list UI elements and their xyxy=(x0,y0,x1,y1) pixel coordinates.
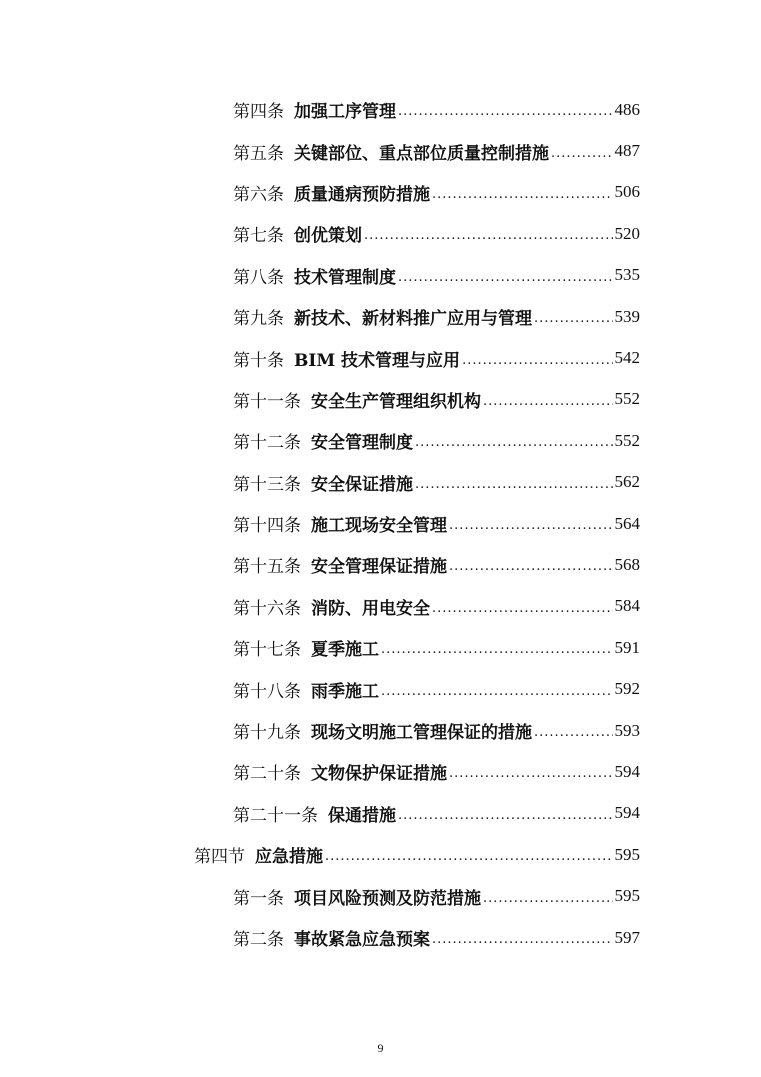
toc-entry-page: 594 xyxy=(614,761,640,781)
toc-entry-number: 第十七条 xyxy=(233,640,301,661)
toc-entry[interactable] xyxy=(0,379,761,420)
toc-entry[interactable] xyxy=(0,875,761,916)
toc-entry-page: 593 xyxy=(614,720,640,740)
toc-entry-title: 现场文明施工管理保证的措施 xyxy=(311,723,532,744)
toc-entry-title: 创优策划 xyxy=(294,226,362,247)
toc-entry-title: 消防、用电安全 xyxy=(311,598,430,619)
toc-entry-title: 应急措施 xyxy=(255,847,323,868)
toc-entry-number: 第六条 xyxy=(233,184,284,205)
toc-leader-dots xyxy=(325,849,613,864)
toc-entry-page: 584 xyxy=(614,596,640,616)
toc-leader-dots xyxy=(449,559,613,574)
toc-leader-dots xyxy=(432,601,613,616)
toc-entry-page: 552 xyxy=(614,430,640,450)
toc-entry-number: 第二十条 xyxy=(233,764,301,785)
toc-leader-dots xyxy=(381,684,613,699)
toc-entry-page: 539 xyxy=(614,306,640,326)
toc-leader-dots xyxy=(398,270,613,285)
toc-entry[interactable] xyxy=(0,751,761,792)
toc-leader-dots xyxy=(483,891,613,906)
toc-entry-title: 加强工序管理 xyxy=(294,102,396,123)
page-number: 9 xyxy=(377,1041,384,1055)
toc-leader-dots xyxy=(534,311,613,326)
toc-leader-dots xyxy=(432,187,613,202)
toc-entry-page: 506 xyxy=(614,182,640,202)
toc-entry-title: 质量通病预防措施 xyxy=(294,184,430,205)
toc-leader-dots xyxy=(415,477,613,492)
toc-entry-title: 夏季施工 xyxy=(311,640,379,661)
toc-leader-dots xyxy=(364,228,613,243)
toc-entry[interactable] xyxy=(0,255,761,296)
toc-entry-title: 事故紧急应急预案 xyxy=(294,930,430,950)
toc-entry[interactable] xyxy=(0,586,761,627)
toc-entry-number: 第四节 xyxy=(194,847,245,868)
toc-entry[interactable] xyxy=(0,793,761,834)
toc-entry-number: 第十四条 xyxy=(233,516,301,537)
toc-entry-number: 第二十一条 xyxy=(233,805,318,826)
toc-entry[interactable] xyxy=(0,337,761,378)
toc-entry-title: 新技术、新材料推广应用与管理 xyxy=(294,309,532,330)
toc-entry[interactable] xyxy=(0,627,761,668)
toc-entry[interactable] xyxy=(0,420,761,461)
toc-entry-number: 第十三条 xyxy=(233,474,301,495)
toc-entry[interactable] xyxy=(0,503,761,544)
toc-entry-page: 564 xyxy=(614,513,640,533)
toc-entry-number: 第四条 xyxy=(233,102,284,123)
toc-entry[interactable] xyxy=(0,172,761,213)
toc-entry-page: 552 xyxy=(614,389,640,409)
toc-entry-page: 542 xyxy=(614,348,640,368)
toc-entry-page: 562 xyxy=(614,472,640,492)
toc-entry-title: 施工现场安全管理 xyxy=(311,516,447,537)
toc-entry-page: 591 xyxy=(614,637,640,657)
toc-entry-page: 597 xyxy=(614,927,640,947)
toc-entry-number: 第十六条 xyxy=(233,598,301,619)
toc-entry-page: 568 xyxy=(614,554,640,574)
toc-entry-title: 安全保证措施 xyxy=(311,474,413,495)
toc-leader-dots xyxy=(449,766,613,781)
toc-entry-page: 595 xyxy=(614,844,640,864)
toc-leader-dots xyxy=(483,394,613,409)
toc-entry-title: BIM 技术管理与应用 xyxy=(294,350,461,371)
toc-entry-page: 486 xyxy=(614,99,640,119)
toc-entry[interactable] xyxy=(0,130,761,171)
toc-entry-number: 第九条 xyxy=(233,309,284,330)
toc-entry-number: 第二条 xyxy=(233,930,284,950)
toc-entry-number: 第十一条 xyxy=(233,391,301,412)
toc-entry-page: 594 xyxy=(614,803,640,823)
toc-entry[interactable] xyxy=(0,917,761,958)
toc-entry-number: 第七条 xyxy=(233,226,284,247)
toc-entry-number: 第十条 xyxy=(233,350,284,371)
toc-entry-number: 第一条 xyxy=(233,888,284,909)
toc-entry-number: 第十八条 xyxy=(233,681,301,702)
toc-entry[interactable] xyxy=(0,89,761,130)
toc-leader-dots xyxy=(398,808,613,823)
toc-leader-dots xyxy=(381,642,613,657)
toc-entry-number: 第五条 xyxy=(233,143,284,164)
toc-entry[interactable] xyxy=(0,462,761,503)
toc-entry-title: 关键部位、重点部位质量控制措施 xyxy=(294,143,549,164)
toc-entry-number: 第八条 xyxy=(233,267,284,288)
toc-entry[interactable] xyxy=(0,710,761,751)
toc-leader-dots xyxy=(398,104,613,119)
toc-entry[interactable] xyxy=(0,668,761,709)
toc-leader-dots xyxy=(551,146,613,161)
toc-entry-page: 487 xyxy=(614,141,640,161)
toc-section-entry[interactable] xyxy=(0,834,761,875)
toc-entry[interactable] xyxy=(0,296,761,337)
toc-entry[interactable] xyxy=(0,544,761,585)
toc-entry-title: 安全管理制度 xyxy=(311,433,413,454)
toc-entry-title: 雨季施工 xyxy=(311,681,379,702)
toc-entry-title: 项目风险预测及防范措施 xyxy=(294,888,481,909)
toc-leader-dots xyxy=(534,725,613,740)
toc-entry-number: 第十二条 xyxy=(233,433,301,454)
toc-entry-title: 技术管理制度 xyxy=(294,267,396,288)
table-of-contents xyxy=(0,89,761,958)
toc-leader-dots xyxy=(462,353,612,368)
toc-entry-number: 第十五条 xyxy=(233,557,301,578)
toc-entry-title: 保通措施 xyxy=(328,805,396,826)
toc-entry-page: 595 xyxy=(614,886,640,906)
toc-entry-page: 535 xyxy=(614,265,640,285)
toc-leader-dots xyxy=(449,518,613,533)
toc-leader-dots xyxy=(415,435,613,450)
toc-entry-title: 安全生产管理组织机构 xyxy=(311,391,481,412)
toc-entry-number: 第十九条 xyxy=(233,723,301,744)
toc-entry-title: 文物保护保证措施 xyxy=(311,764,447,785)
toc-entry[interactable] xyxy=(0,213,761,254)
toc-entry-page: 520 xyxy=(614,223,640,243)
toc-entry-page: 592 xyxy=(614,679,640,699)
toc-leader-dots xyxy=(432,932,613,947)
toc-entry-title: 安全管理保证措施 xyxy=(311,557,447,578)
